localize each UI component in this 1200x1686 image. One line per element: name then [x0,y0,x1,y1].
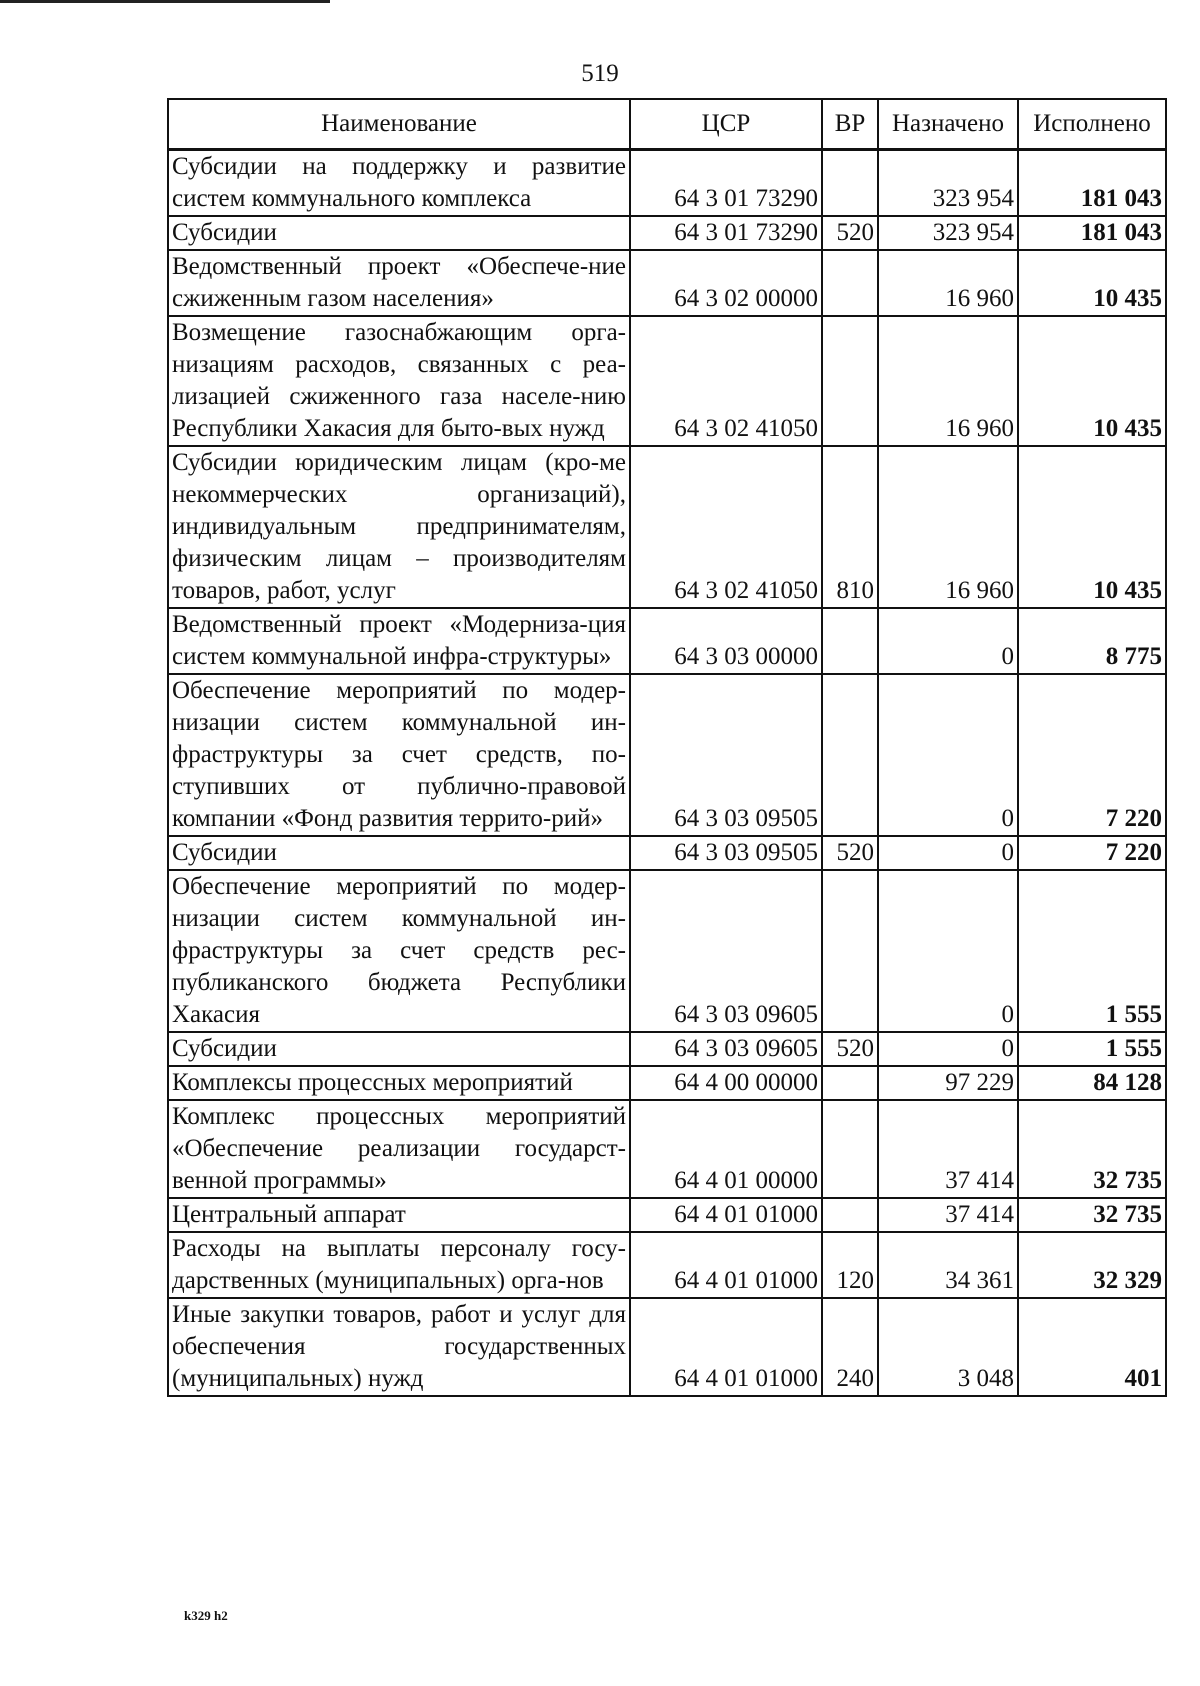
row-name: Субсидии [168,836,630,870]
row-executed: 32 329 [1018,1232,1166,1298]
header-name: Наименование [168,99,630,150]
row-executed: 10 435 [1018,316,1166,446]
table-row [168,836,1166,870]
row-vr [822,870,878,1032]
row-name: Комплексы процессных мероприятий [168,1066,630,1100]
row-vr: 810 [822,446,878,608]
row-vr: 520 [822,1032,878,1066]
table-row [168,250,1166,316]
row-vr [822,1066,878,1100]
row-planned: 16 960 [878,446,1018,608]
row-name: Иные закупки товаров, работ и услуг для обеспечения государственных (муниципальных) нужд [168,1298,630,1396]
table-row [168,1100,1166,1198]
row-vr: 520 [822,216,878,250]
row-csr: 64 3 03 09605 [630,1032,822,1066]
row-planned: 0 [878,1032,1018,1066]
row-name: Субсидии [168,216,630,250]
row-name: Расходы на выплаты персоналу госу-дарственных (муниципальных) орга-нов [168,1232,630,1298]
row-csr: 64 4 01 01000 [630,1232,822,1298]
budget-table [167,98,1167,1397]
row-csr: 64 3 03 00000 [630,608,822,674]
row-csr: 64 3 03 09505 [630,674,822,836]
row-name: Обеспечение мероприятий по модер-низации систем коммунальной ин-фраструктуры за счет средств, по-ступивших от публично-правовой компании «Фонд развития террито-рий» [168,674,630,836]
row-name: Ведомственный проект «Обеспече-ние сжиженным газом населения» [168,250,630,316]
row-planned: 0 [878,608,1018,674]
row-executed: 7 220 [1018,674,1166,836]
row-planned: 16 960 [878,316,1018,446]
footer-code: k329 h2 [184,1608,228,1623]
table-row [168,674,1166,836]
row-csr: 64 3 01 73290 [630,216,822,250]
row-planned: 0 [878,870,1018,1032]
row-vr [822,674,878,836]
table-row [168,1232,1166,1298]
header-csr: ЦСР [630,99,822,150]
row-name: Субсидии юридическим лицам (кро-ме некоммерческих организаций), индивидуальным предпринимателям, физическим лицам – производителям товаров, работ, услуг [168,446,630,608]
row-executed: 1 555 [1018,1032,1166,1066]
header-row [168,99,1166,150]
row-executed: 181 043 [1018,150,1166,217]
row-name: Обеспечение мероприятий по модер-низации систем коммунальной ин-фраструктуры за счет средств рес-публиканского бюджета Республики Хакасия [168,870,630,1032]
row-vr [822,316,878,446]
row-name: Возмещение газоснабжающим орга-низациям расходов, связанных с реа-лизацией сжиженного газа населе-нию Республики Хакасия для быто-вых нужд [168,316,630,446]
table-row [168,316,1166,446]
row-executed: 1 555 [1018,870,1166,1032]
row-vr [822,608,878,674]
row-planned: 323 954 [878,216,1018,250]
table-row [168,870,1166,1032]
table-row [168,150,1166,217]
table-row [168,446,1166,608]
row-planned: 323 954 [878,150,1018,217]
row-csr: 64 3 03 09505 [630,836,822,870]
row-planned: 37 414 [878,1100,1018,1198]
row-planned: 0 [878,836,1018,870]
row-planned: 97 229 [878,1066,1018,1100]
header-planned: Назначено [878,99,1018,150]
row-planned: 0 [878,674,1018,836]
table-row [168,1198,1166,1232]
row-executed: 10 435 [1018,446,1166,608]
row-executed: 10 435 [1018,250,1166,316]
row-name: Комплекс процессных мероприятий «Обеспечение реализации государст-венной программы» [168,1100,630,1198]
row-planned: 34 361 [878,1232,1018,1298]
row-vr: 120 [822,1232,878,1298]
page-number: 519 [581,60,619,87]
header-executed: Исполнено [1018,99,1166,150]
row-planned: 3 048 [878,1298,1018,1396]
table-row [168,1032,1166,1066]
table-row [168,216,1166,250]
header-vr: ВР [822,99,878,150]
row-csr: 64 3 02 41050 [630,446,822,608]
row-executed: 32 735 [1018,1100,1166,1198]
row-csr: 64 3 02 41050 [630,316,822,446]
row-executed: 8 775 [1018,608,1166,674]
row-vr: 520 [822,836,878,870]
row-vr [822,1198,878,1232]
row-name: Субсидии на поддержку и развитие систем коммунального комплекса [168,150,630,217]
row-csr: 64 4 01 01000 [630,1198,822,1232]
row-name: Ведомственный проект «Модерниза-ция систем коммунальной инфра-структуры» [168,608,630,674]
row-csr: 64 3 01 73290 [630,150,822,217]
row-vr [822,1100,878,1198]
row-name: Субсидии [168,1032,630,1066]
row-executed: 32 735 [1018,1198,1166,1232]
row-executed: 401 [1018,1298,1166,1396]
row-csr: 64 4 00 00000 [630,1066,822,1100]
row-vr: 240 [822,1298,878,1396]
row-csr: 64 4 01 01000 [630,1298,822,1396]
row-planned: 16 960 [878,250,1018,316]
row-planned: 37 414 [878,1198,1018,1232]
row-csr: 64 3 02 00000 [630,250,822,316]
table-body [168,150,1166,1397]
row-csr: 64 3 03 09605 [630,870,822,1032]
row-executed: 84 128 [1018,1066,1166,1100]
row-executed: 7 220 [1018,836,1166,870]
scan-edge-line [0,0,330,3]
table-row [168,1298,1166,1396]
row-csr: 64 4 01 00000 [630,1100,822,1198]
row-name: Центральный аппарат [168,1198,630,1232]
table-row [168,1066,1166,1100]
row-executed: 181 043 [1018,216,1166,250]
table-row [168,608,1166,674]
row-vr [822,250,878,316]
row-vr [822,150,878,217]
